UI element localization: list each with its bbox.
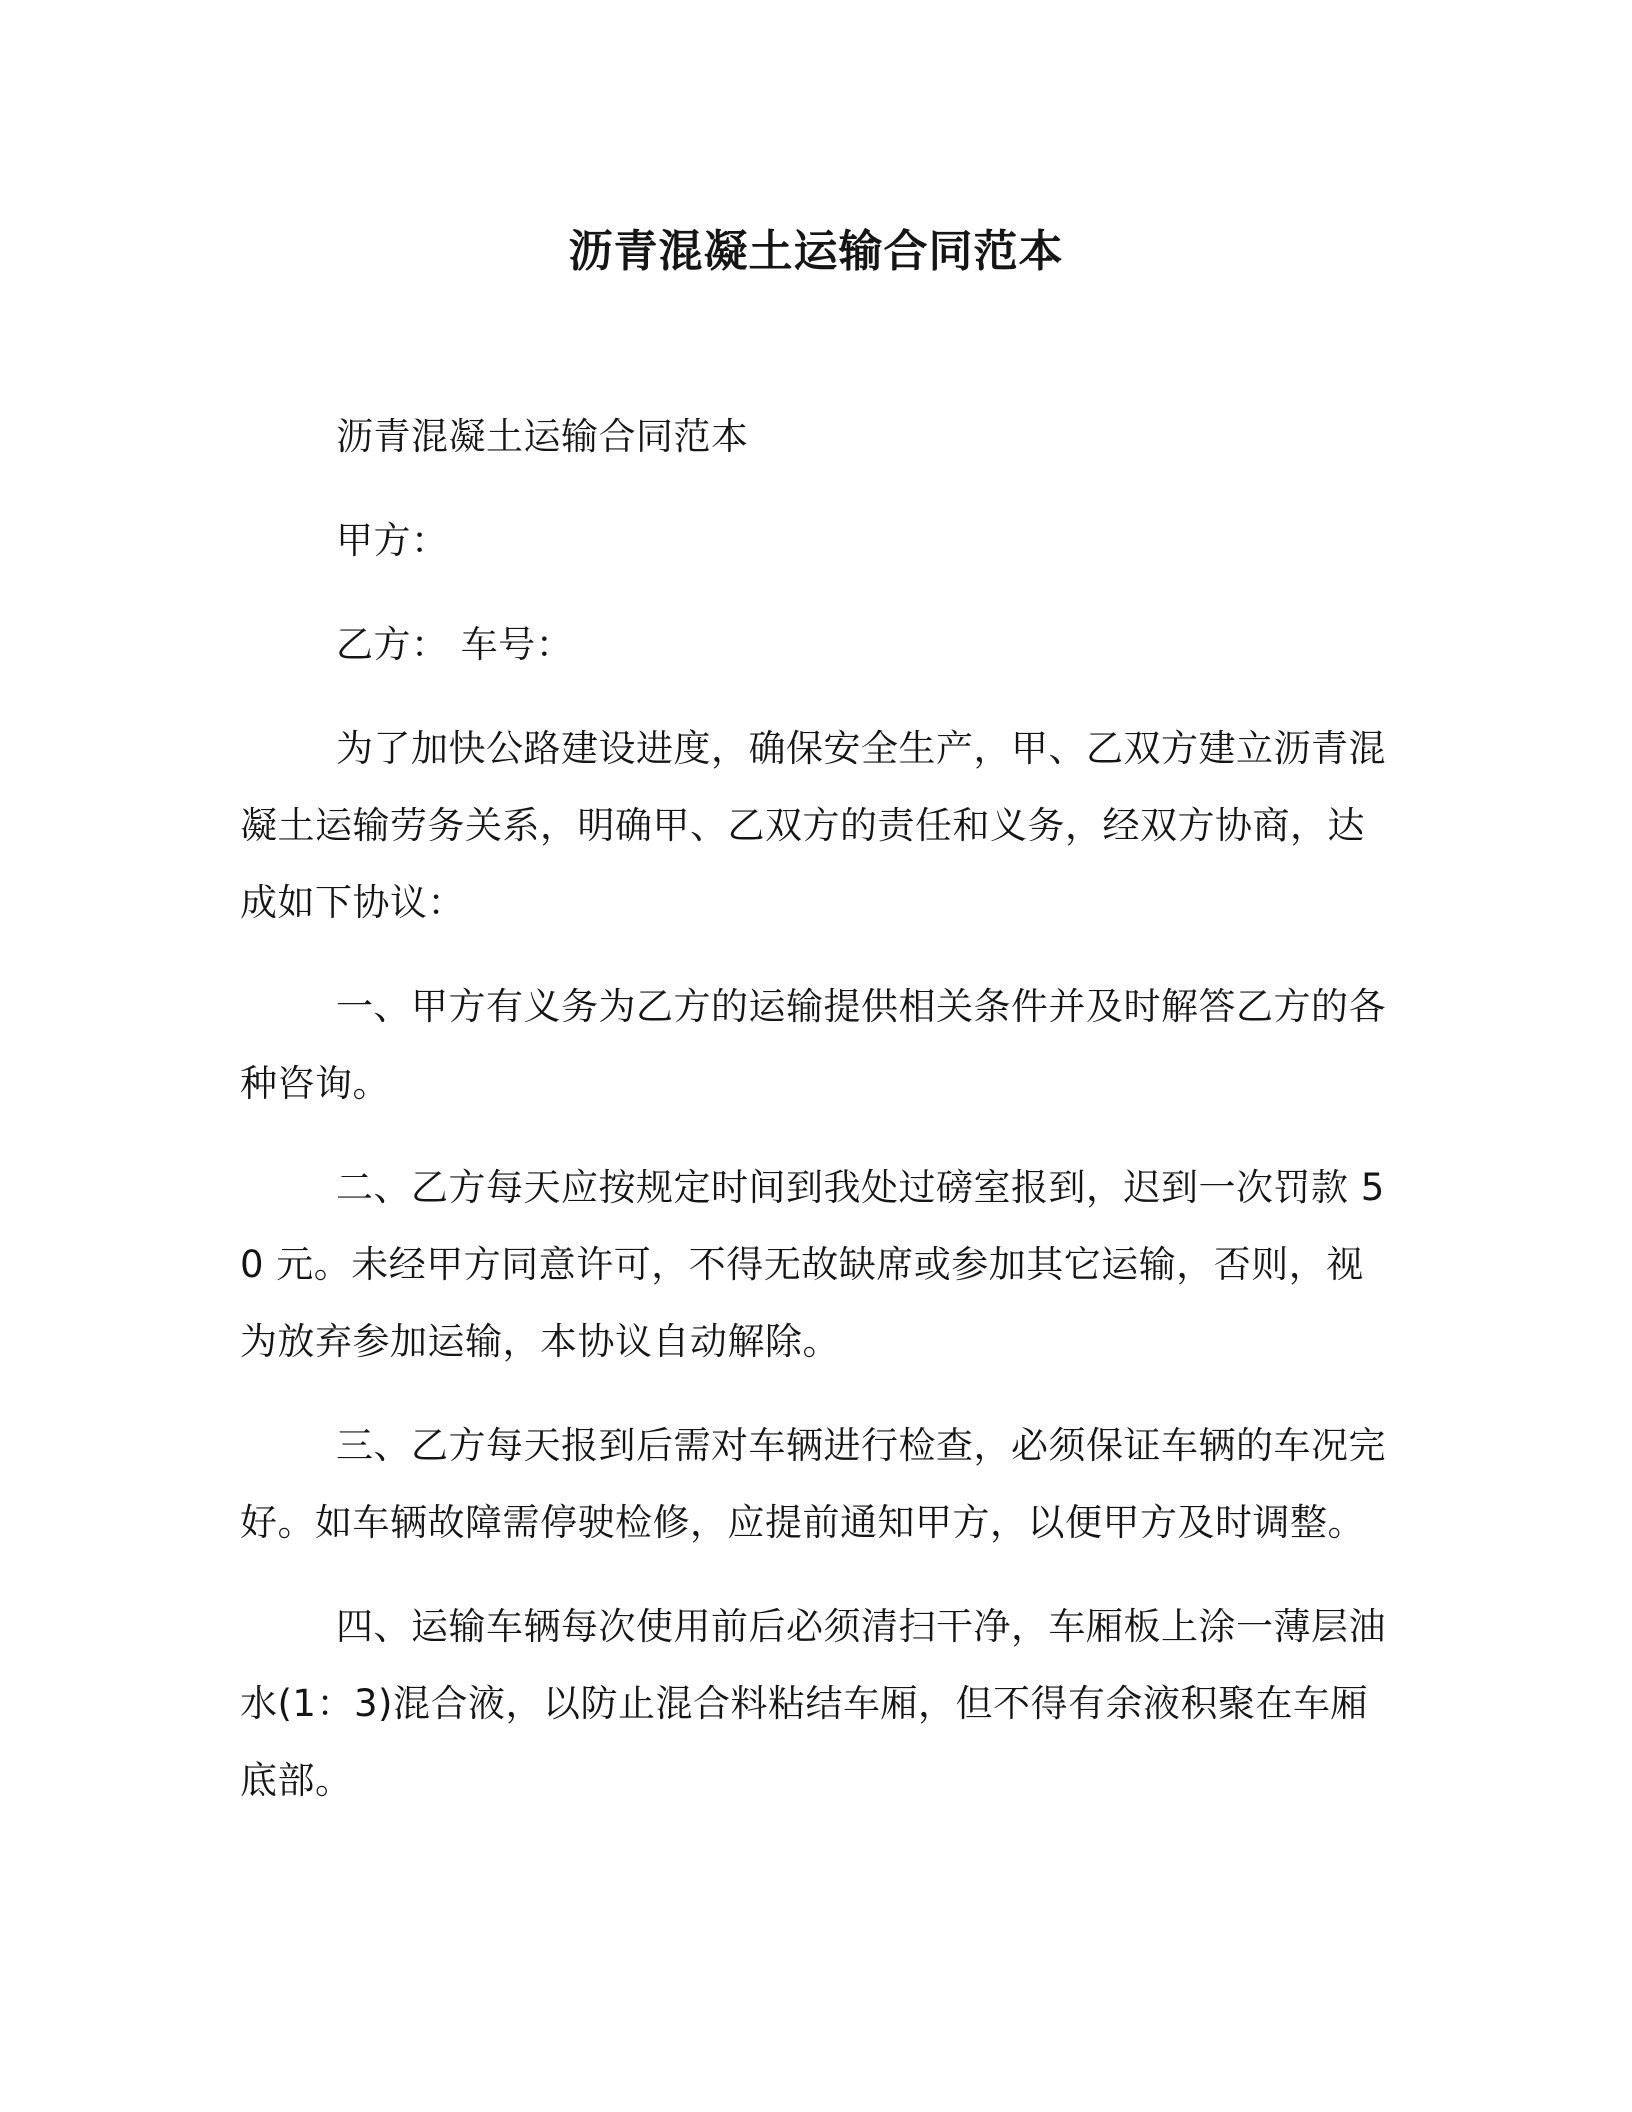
document-body — [240, 398, 1400, 1846]
paragraph-clause-4: 四、运输车辆每次使用前后必须清扫干净，车厢板上涂一薄层油水(1：3)混合液，以防止混合料粘结车厢，但不得有余液积聚在车厢底部。 — [240, 1605, 1386, 1802]
paragraph-clause-3: 三、乙方每天报到后需对车辆进行检查，必须保证车辆的车况完好。如车辆故障需停驶检修，应提前通知甲方，以便甲方及时调整。 — [240, 1424, 1386, 1544]
paragraph-party-b: 乙方： 车号： — [336, 623, 574, 666]
paragraph-subtitle: 沥青混凝土运输合同范本 — [336, 415, 749, 458]
document-title: 沥青混凝土运输合同范本 — [568, 226, 1064, 277]
paragraph-party-a: 甲方： — [336, 519, 449, 562]
paragraph-preamble: 为了加快公路建设进度，确保安全生产，甲、乙双方建立沥青混凝土运输劳务关系，明确甲、乙双方的责任和义务，经双方协商，达成如下协议： — [240, 727, 1386, 924]
paragraph-clause-2: 二、乙方每天应按规定时间到我处过磅室报到，迟到一次罚款 50 元。未经甲方同意许可，不得无故缺席或参加其它运输，否则，视为放弃参加运输，本协议自动解除。 — [240, 1166, 1385, 1363]
paragraph-clause-1: 一、甲方有义务为乙方的运输提供相关条件并及时解答乙方的各种咨询。 — [240, 985, 1386, 1105]
